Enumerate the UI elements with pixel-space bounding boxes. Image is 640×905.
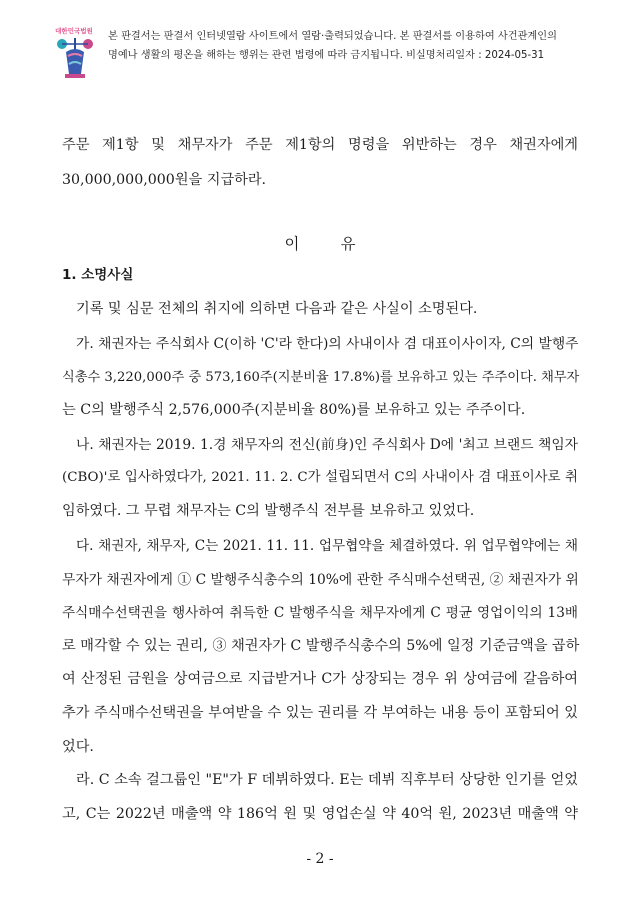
document-header [48, 22, 608, 82]
notice-line-1: 본 판결서는 판결서 인터넷열람 사이트에서 열람·출력되었습니다. 본 판결서를 이용하여 사건관계인의 [108, 31, 557, 42]
paragraph-na-line-1: 나. 채권자는 2019. 1.경 채무자의 전신(前身)인 주식회사 D에 '최고 브랜드 책임자 [76, 437, 578, 453]
notice-line-2: 명예나 생활의 평온을 해하는 행위는 관련 법령에 따라 금지됩니다. 비실명처리일자 : 2024-05-31 [108, 50, 545, 61]
svg-text:대한민국법원: 대한민국법원 [55, 27, 93, 35]
title-char-2: 유 [340, 235, 356, 253]
paragraph-da-line-2: 무자가 채권자에게 ① C 발행주식총수의 10%에 관한 주식매수선택권, ② 채권자가 위 [62, 572, 579, 588]
paragraph-da-line-7: 었다. [62, 739, 94, 755]
paragraph-da-line-4: 로 매각할 수 있는 권리, ③ 채권자가 C 발행주식총수의 5%에 일정 기준금액을 곱하 [62, 638, 580, 654]
order-line-2: 30,000,000,000원을 지급하라. [62, 172, 267, 188]
subsection-heading: 1. 소명사실 [62, 267, 134, 283]
paragraph-ga-line-3: 는 C의 발행주식 2,576,000주(지분비율 80%)를 보유하고 있는 주주이다. [62, 402, 526, 418]
paragraph-ga-line-1: 가. 채권자는 주식회사 C(이하 'C'라 한다)의 사내이사 겸 대표이사이자, C의 발행주 [76, 336, 579, 352]
paragraph-ra-line-2: 고, C는 2022년 매출액 약 186억 원 및 영업손실 약 40억 원, 2023년 매출액 약 [62, 806, 578, 822]
paragraph-da-line-6: 추가 주식매수선택권을 부여받을 수 있는 권리를 각 부여하는 내용 등이 포함되어 있 [62, 705, 578, 721]
order-line-1: 주문 제1항 및 채무자가 주문 제1항의 명령을 위반하는 경우 채권자에게 [62, 137, 578, 153]
court-emblem-icon [48, 22, 100, 82]
section-title-reasons [0, 232, 640, 254]
paragraph-ga-line-2: 식총수 3,220,000주 중 573,160주(지분비율 17.8%)를 보유하고 있는 주주이다. 채무자 [62, 370, 580, 385]
privacy-notice [108, 27, 613, 65]
paragraph-na-line-2: (CBO)'로 입사하였다가, 2021. 11. 2. C가 설립되면서 C의 사내이사 겸 대표이사로 취 [62, 470, 578, 485]
page-number: - 2 - [306, 851, 334, 867]
title-char-1: 이 [284, 235, 300, 253]
paragraph-da-line-3: 주식매수선택권을 행사하여 취득한 C 발행주식을 채무자에게 C 평균 영업이익의 13배 [62, 605, 578, 621]
paragraph-ra-line-1: 라. C 소속 걸그룹인 "E"가 F 데뷔하였다. E는 데뷔 직후부터 상당한 인기를 얻었 [76, 772, 578, 788]
paragraph-da-line-1: 다. 채권자, 채무자, C는 2021. 11. 11. 업무협약을 체결하였다. 위 업무협약에는 채 [76, 538, 578, 554]
paragraph-da-line-5: 여 산정된 금원을 상여금으로 지급받거나 C가 상장되는 경우 위 상여금에 갈음하여 [62, 671, 578, 687]
paragraph-na-line-3: 임하였다. 그 무렵 채무자는 C의 발행주식 전부를 보유하고 있었다. [62, 503, 475, 519]
intro-paragraph: 기록 및 심문 전체의 취지에 의하면 다음과 같은 사실이 소명된다. [76, 301, 478, 317]
